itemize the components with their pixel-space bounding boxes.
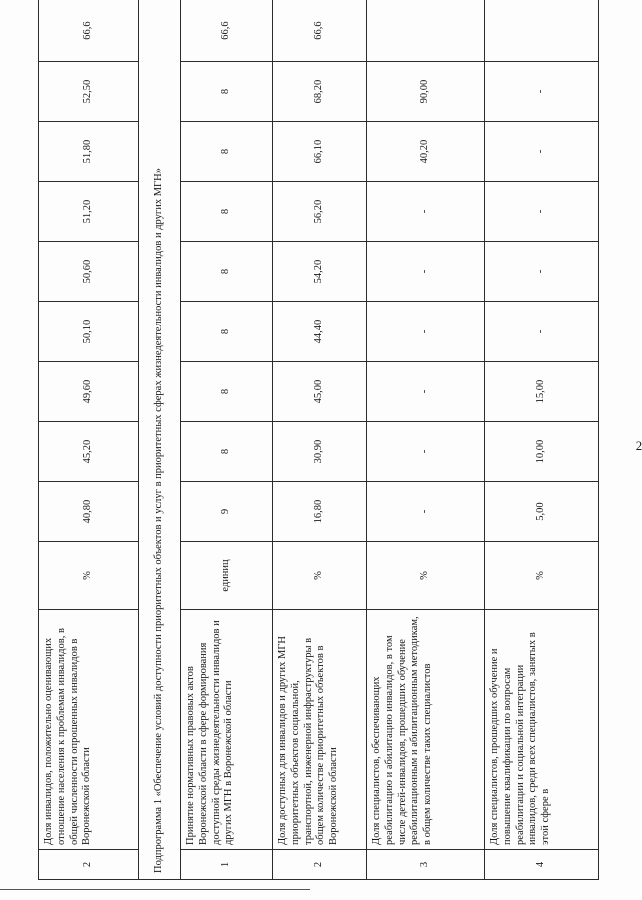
unit-cell: единиц: [181, 542, 273, 610]
value-cell: 66,10: [273, 122, 367, 182]
value-cell: 45,20: [39, 422, 139, 482]
table-row: [181, 0, 273, 880]
value-cell: 8: [181, 422, 273, 482]
value-cell: 50,10: [39, 302, 139, 362]
value-cell: 66,6: [273, 0, 367, 62]
unit-cell: %: [273, 542, 367, 610]
row-number: 3: [367, 850, 485, 880]
indicator-name: Доля доступных для инвалидов и других МГН приоритетных объектов социальной, транспортной, инженерной инфраструктуры в общем количестве приоритетных объектов в Воронежской области: [273, 610, 367, 850]
indicators-table: [38, 0, 599, 880]
value-cell: 16,80: [273, 482, 367, 542]
value-cell: 9: [181, 482, 273, 542]
subprogram-row: [139, 0, 181, 880]
value-cell: -: [367, 182, 485, 242]
value-cell: [367, 0, 485, 62]
row-number: 4: [485, 850, 599, 880]
value-cell: 8: [181, 182, 273, 242]
value-cell: 49,60: [39, 362, 139, 422]
rotated-landscape-content: [38, 0, 642, 880]
indicator-name: Принятие нормативных правовых актов Воронежской области в сфере формирования доступной среды жизнедеятельности инвалидов и других МГН в Воронежской области: [181, 610, 273, 850]
value-cell: 54,20: [273, 242, 367, 302]
value-cell: 45,00: [273, 362, 367, 422]
page-number: 2: [635, 437, 642, 453]
value-cell: 8: [181, 122, 273, 182]
subprogram-title: Подпрограмма 1 «Обеспечение условий доступности приоритетных объектов и услуг в приоритетных сферах жизнедеятельности инвалидов и других МГН»: [139, 0, 181, 880]
value-cell: -: [367, 422, 485, 482]
value-cell: -: [367, 302, 485, 362]
value-cell: 90,00: [367, 62, 485, 122]
value-cell: -: [485, 62, 599, 122]
value-cell: 8: [181, 242, 273, 302]
value-cell: -: [485, 242, 599, 302]
value-cell: 8: [181, 362, 273, 422]
table-row: [485, 0, 599, 880]
unit-cell: %: [367, 542, 485, 610]
value-cell: 66,6: [181, 0, 273, 62]
table-row: [273, 0, 367, 880]
indicator-name: Доля специалистов, обеспечивающих реабилитацию и абилитацию инвалидов, в том числе детей-инвалидов, прошедших обучение реабилитационным и абилитационным методикам, в общем количестве таких специалистов: [367, 610, 485, 850]
value-cell: 51,80: [39, 122, 139, 182]
value-cell: -: [367, 482, 485, 542]
row-number: 1: [181, 850, 273, 880]
value-cell: 56,20: [273, 182, 367, 242]
value-cell: 8: [181, 302, 273, 362]
value-cell: 40,80: [39, 482, 139, 542]
value-cell: 10,00: [485, 422, 599, 482]
value-cell: 66,6: [39, 0, 139, 62]
value-cell: -: [367, 242, 485, 302]
value-cell: 52,50: [39, 62, 139, 122]
value-cell: -: [485, 182, 599, 242]
scan-edge-line: [0, 889, 310, 890]
value-cell: 50,60: [39, 242, 139, 302]
table-row: [367, 0, 485, 880]
indicator-name: Доля инвалидов, положительно оценивающих отношение населения к проблемам инвалидов, в общей численности опрошенных инвалидов в Воронежской области: [39, 610, 139, 850]
value-cell: 40,20: [367, 122, 485, 182]
value-cell: 44,40: [273, 302, 367, 362]
row-number: 2: [273, 850, 367, 880]
value-cell: 51,20: [39, 182, 139, 242]
value-cell: 8: [181, 62, 273, 122]
table-row: [39, 0, 139, 880]
value-cell: 5,00: [485, 482, 599, 542]
row-number: 2: [39, 850, 139, 880]
value-cell: -: [485, 122, 599, 182]
value-cell: 68,20: [273, 62, 367, 122]
value-cell: 15,00: [485, 362, 599, 422]
value-cell: -: [367, 362, 485, 422]
unit-cell: %: [39, 542, 139, 610]
value-cell: -: [485, 302, 599, 362]
indicator-name: Доля специалистов, прошедших обучение и повышение квалификации по вопросам реабилитации и социальной интеграции инвалидов, среди всех специалистов, занятых в этой сфере в: [485, 610, 599, 850]
value-cell: [485, 0, 599, 62]
unit-cell: %: [485, 542, 599, 610]
value-cell: 30,90: [273, 422, 367, 482]
